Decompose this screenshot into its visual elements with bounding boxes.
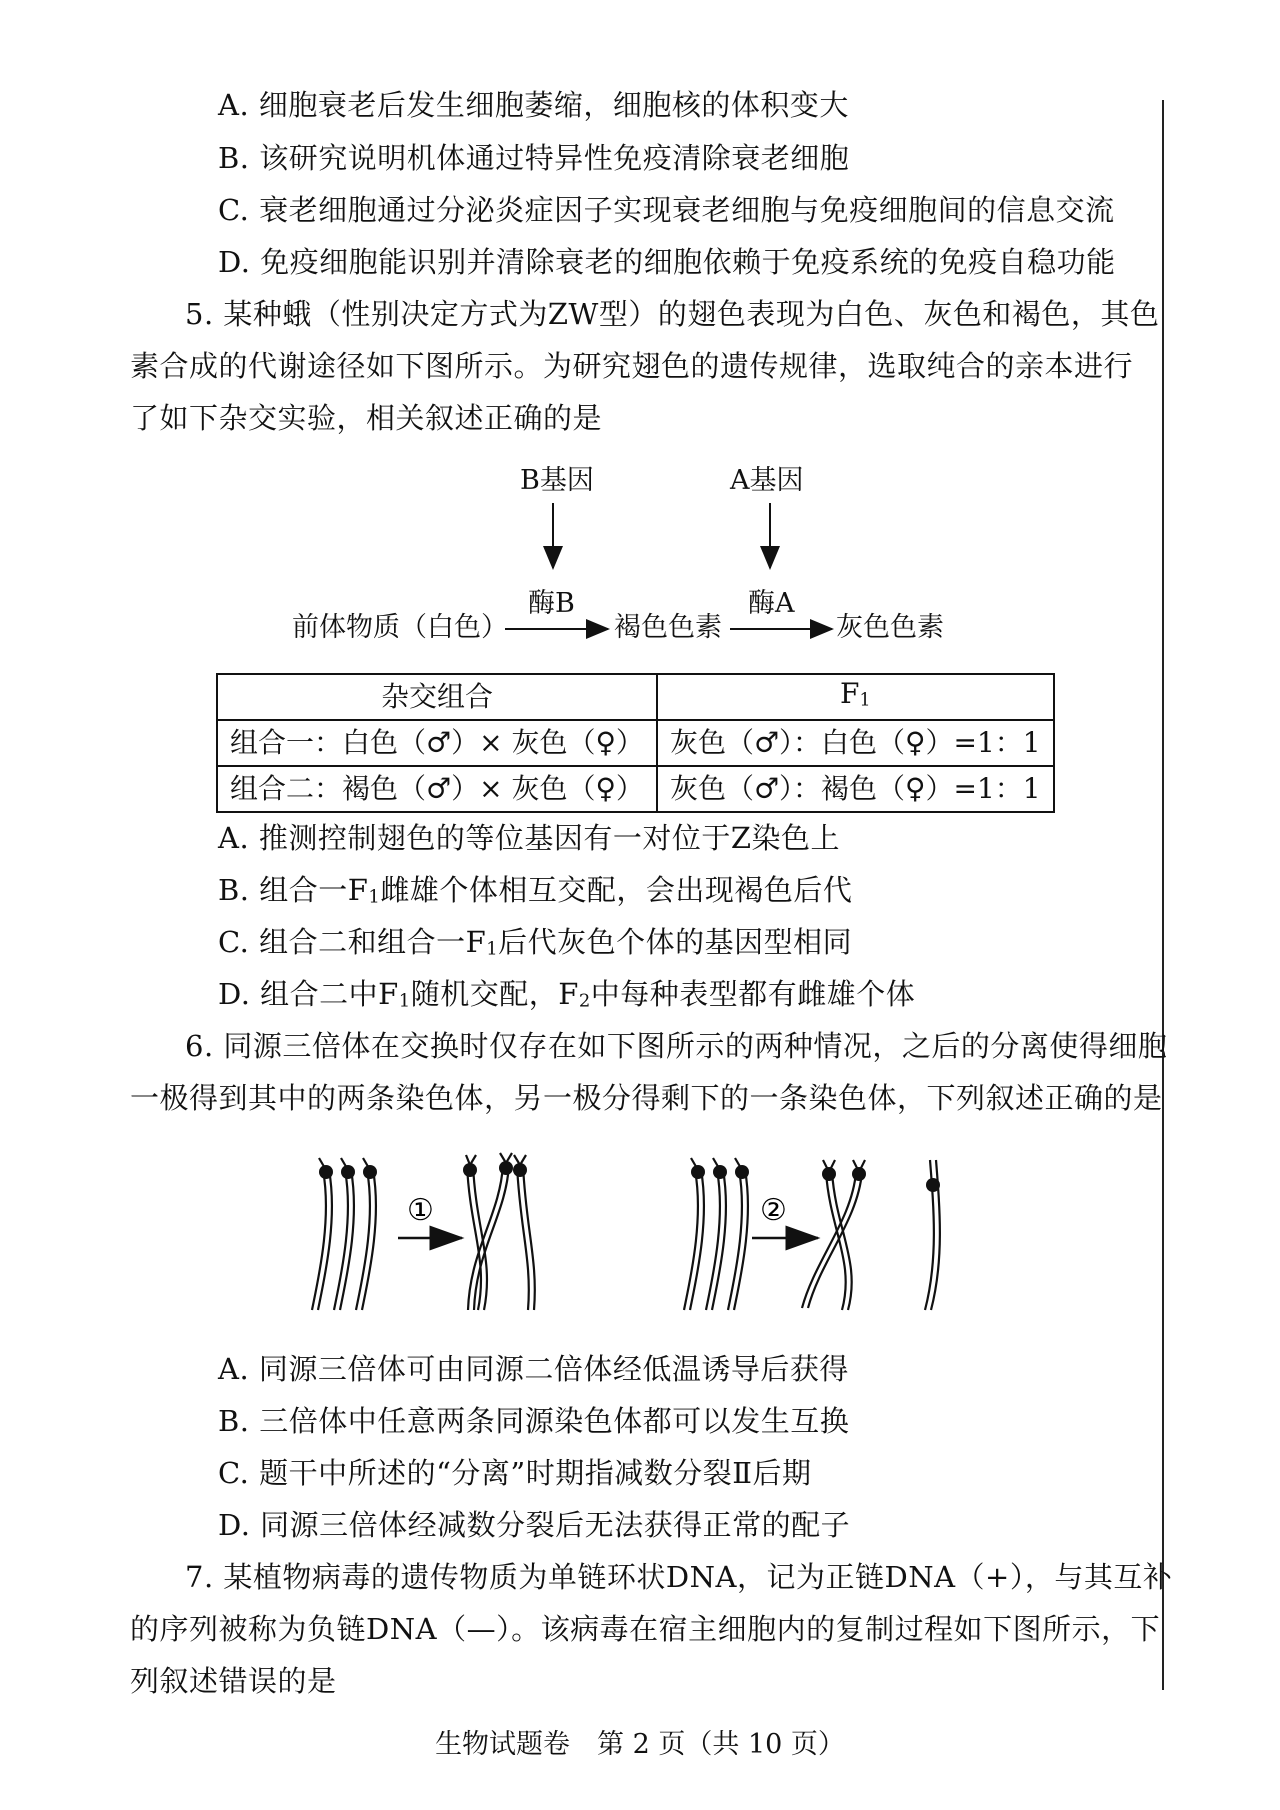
gray-pigment-label: 灰色色素 [836, 612, 944, 643]
q7-stem-line-3: 列叙述错误的是 [130, 1664, 337, 1698]
subscript-2: 2 [578, 990, 591, 1012]
q5-option-d-post: 中每种表型都有雌雄个体 [590, 977, 916, 1011]
q6-option-b: B. 三倍体中任意两条同源染色体都可以发生互换 [218, 1404, 850, 1438]
q7-stem-line-1: 7. 某植物病毒的遗传物质为单链环状DNA，记为正链DNA（+），与其互补 [185, 1560, 1173, 1594]
q6-stem-line-1: 6. 同源三倍体在交换时仅存在如下图所示的两种情况，之后的分离使得细胞 [185, 1029, 1168, 1063]
group-1-after [466, 1153, 535, 1310]
gene-a-label: A基因 [730, 465, 804, 496]
q4-option-c: C. 衰老细胞通过分泌炎症因子实现衰老细胞与免疫细胞间的信息交流 [218, 193, 1115, 227]
label-1: ① [407, 1193, 434, 1228]
subscript-1: 1 [368, 886, 381, 908]
group-2-after [802, 1160, 865, 1310]
table-cell-f1-1: 灰色（♂）：白色（♀）=1：1 [657, 720, 1054, 766]
subscript-1: 1 [398, 990, 411, 1012]
table-cell-f1-2: 灰色（♂）：褐色（♀）=1：1 [657, 766, 1054, 812]
page-footer: 生物试题卷 第 2 页（共 10 页） [435, 1729, 845, 1760]
enzyme-a-label: 酶A [748, 588, 795, 619]
group-1-before [312, 1158, 376, 1310]
q6-option-c: C. 题干中所述的“分离”时期指减数分裂Ⅱ后期 [218, 1456, 812, 1490]
q5-option-d-mid: 随机交配，F [410, 977, 579, 1011]
table-header-cross: 杂交组合 [217, 674, 657, 720]
group-2-before [684, 1158, 748, 1310]
q4-option-b: B. 该研究说明机体通过特异性免疫清除衰老细胞 [218, 141, 850, 175]
q5-stem-line-2: 素合成的代谢途径如下图所示。为研究翅色的遗传规律，选取纯合的亲本进行 [130, 349, 1134, 383]
q5-option-a: A. 推测控制翅色的等位基因有一对位于Z染色上 [218, 821, 841, 855]
q6-stem-line-2: 一极得到其中的两条染色体，另一极分得剩下的一条染色体，下列叙述正确的是 [130, 1081, 1163, 1115]
q6-option-a: A. 同源三倍体可由同源二倍体经低温诱导后获得 [218, 1352, 849, 1386]
q7-stem-line-2: 的序列被称为负链DNA（—）。该病毒在宿主细胞内的复制过程如下图所示，下 [130, 1612, 1161, 1646]
f1-subscript: 1 [859, 690, 871, 711]
q5-option-c-post: 后代灰色个体的基因型相同 [498, 925, 853, 959]
gene-b-label: B基因 [520, 465, 594, 496]
q5-option-b-post: 雌雄个体相互交配，会出现褐色后代 [380, 873, 853, 907]
q5-stem-line-1: 5. 某种蛾（性别决定方式为ZW型）的翅色表现为白色、灰色和褐色，其色 [185, 297, 1160, 331]
q6-option-d: D. 同源三倍体经减数分裂后无法获得正常的配子 [218, 1508, 851, 1542]
q5-option-d-pre: D. 组合二中F [218, 977, 399, 1011]
subscript-1: 1 [486, 938, 499, 960]
table-cell-cross-2: 组合二：褐色（♂）× 灰色（♀） [217, 766, 657, 812]
label-2: ② [760, 1193, 787, 1228]
precursor-label: 前体物质（白色） [292, 612, 508, 643]
table-cell-cross-1: 组合一：白色（♂）× 灰色（♀） [217, 720, 657, 766]
enzyme-b-label: 酶B [528, 588, 575, 619]
q4-option-a: A. 细胞衰老后发生细胞萎缩，细胞核的体积变大 [218, 88, 849, 122]
brown-pigment-label: 褐色色素 [614, 612, 722, 643]
q5-option-b-pre: B. 组合一F [218, 873, 369, 907]
f1-letter: F [840, 676, 860, 710]
q5-option-c-pre: C. 组合二和组合一F [218, 925, 487, 959]
q5-stem-line-3: 了如下杂交实验，相关叙述正确的是 [130, 401, 603, 435]
q4-option-d: D. 免疫细胞能识别并清除衰老的细胞依赖于免疫系统的免疫自稳功能 [218, 245, 1116, 279]
